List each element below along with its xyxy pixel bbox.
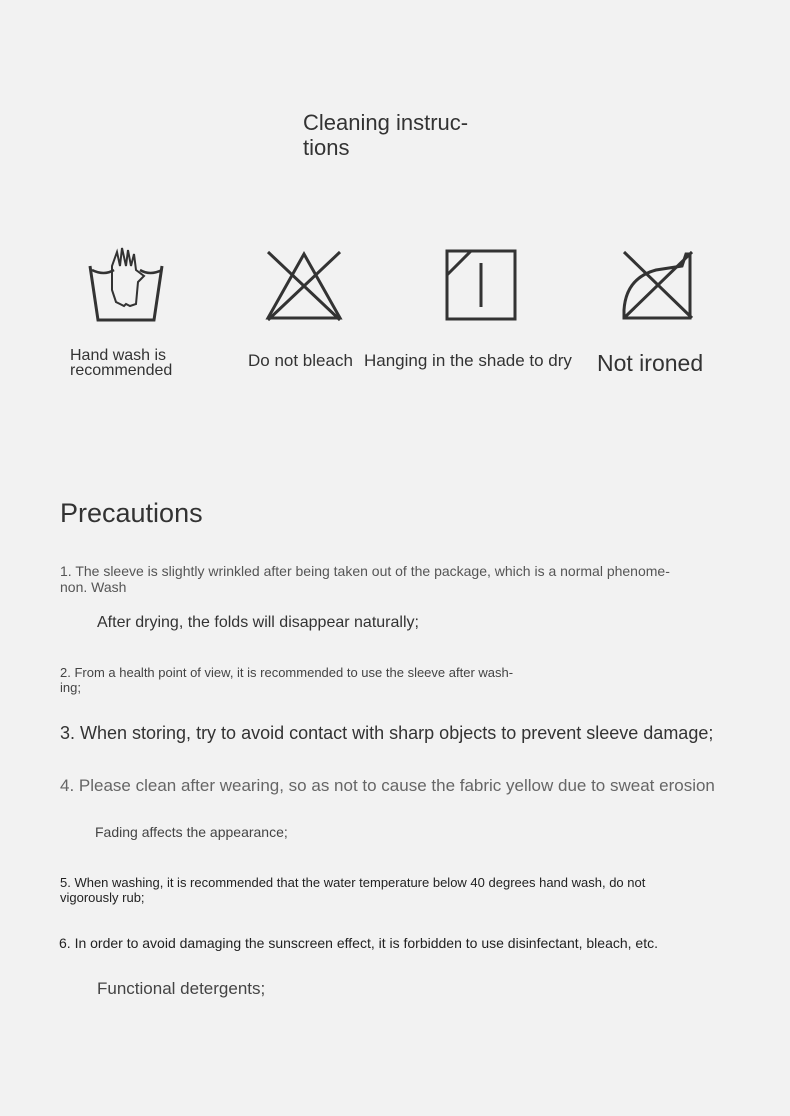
precaution-item: After drying, the folds will disappear naturally; <box>97 614 419 631</box>
do-not-bleach-icon <box>264 248 344 322</box>
do-not-bleach-label: Do not bleach <box>248 351 353 370</box>
precautions-heading: Precautions <box>60 498 203 528</box>
hand-wash-icon <box>86 246 168 324</box>
precaution-item: 3. When storing, try to avoid contact with sharp objects to prevent sleeve damage; <box>60 723 714 743</box>
dry-in-shade-icon <box>445 249 517 321</box>
dry-in-shade-label: Hanging in the shade to dry <box>364 351 572 370</box>
precaution-item: Functional detergents; <box>97 979 266 998</box>
hand-wash-label: Hand wash is recommended <box>70 347 173 379</box>
page-title: Cleaning instruc- tions <box>303 110 469 160</box>
precaution-item: 2. From a health point of view, it is recommended to use the sleeve after wash- ing; <box>60 665 514 695</box>
precaution-item: 1. The sleeve is slightly wrinkled after being taken out of the package, which is a normal phenome- non. Wash <box>60 563 670 595</box>
do-not-iron-label: Not ironed <box>597 350 704 376</box>
do-not-iron-icon <box>620 248 696 322</box>
precaution-item: 6. In order to avoid damaging the sunscreen effect, it is forbidden to use disinfectant, bleach, etc. <box>59 935 658 951</box>
precaution-item: 5. When washing, it is recommended that the water temperature below 40 degrees hand wash, do not vigorously rub; <box>60 875 646 905</box>
precaution-item: Fading affects the appearance; <box>95 824 288 840</box>
precaution-item: 4. Please clean after wearing, so as not to cause the fabric yellow due to sweat erosion <box>60 776 715 795</box>
